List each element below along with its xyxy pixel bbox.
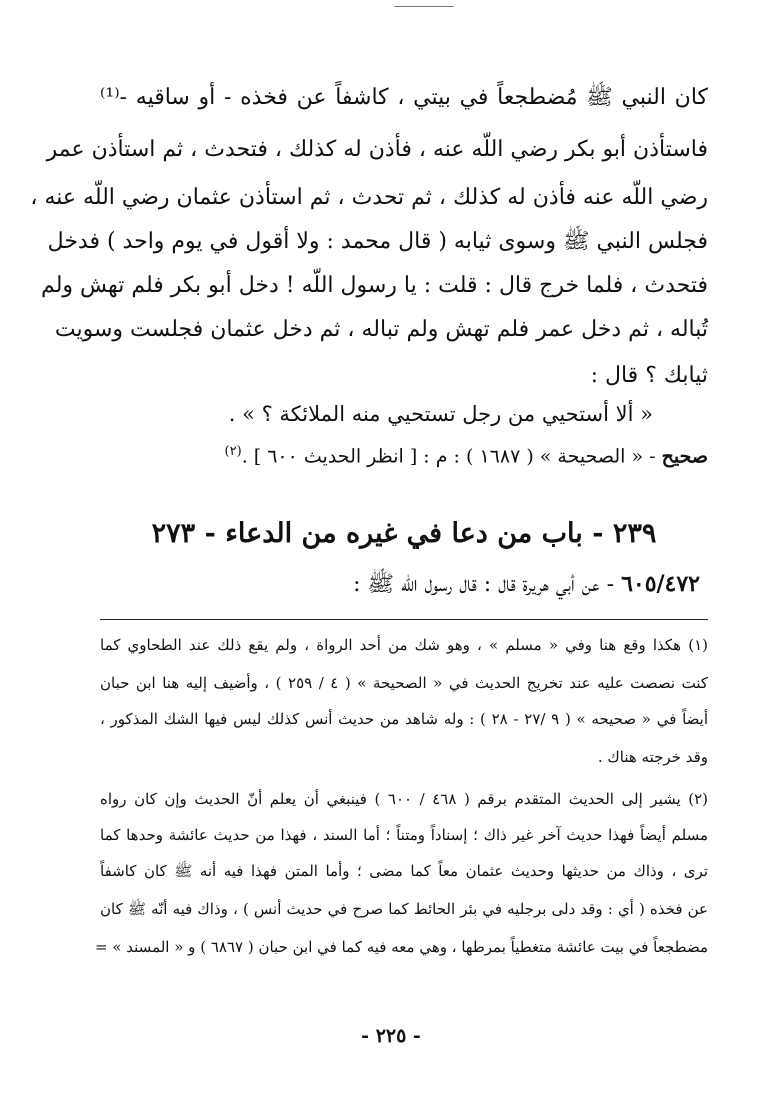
grade-word: صحيح <box>661 445 708 468</box>
top-rule <box>394 6 454 7</box>
hadith-intro <box>353 570 700 602</box>
main-text-line-7: ثيابك ؟ قال : <box>590 363 708 388</box>
footnote-2-line-4: عن فخذه ( أي : وقد دلى برجليه في بئر الحائط كما صرح في حديث أنس ) ، وذاك فيه أنّه ﷺ كان <box>100 900 708 918</box>
footnote-1-line-1: (١) هكذا وقع هنا وفي « مسلم » ، وهو شك من أحد الرواة ، ولم يقع ذلك عند الطحاوي كما <box>100 636 708 654</box>
main-text-line-3: رضي اللّه عنه فأذن له كذلك ، ثم تحدث ، ثم استأذن عثمان رضي اللّه عنه ، <box>30 185 708 210</box>
footnote-1-line-2: كنت نصصت عليه عند تخريج الحديث في « الصحيحة » ( ٤ / ٢٥٩ ) ، وأضيف إليه هنا ابن حبان <box>100 674 708 692</box>
footnote-1-line-4: وقد خرجته هناك . <box>597 748 708 766</box>
footnote-2-line-3: ترى ، وذاك من حديثها وحديث عثمان معاً كما مضى ؛ وأما المتن فهذا فيه أنه ﷺ كان كاشفاً <box>100 862 708 880</box>
hadith-grading <box>225 444 708 467</box>
page-number: - ٢٢٥ - <box>361 1025 421 1047</box>
chapter-title: ٢٣٩ - باب من دعا في غيره من الدعاء - ٢٧٣ <box>151 518 657 549</box>
prophet-quote: « ألا أستحيي من رجل تستحيي منه الملائكة ؟ » . <box>228 402 653 426</box>
main-text-line-2: فاستأذن أبو بكر رضي اللّه عنه ، فأذن له كذلك ، فتحدث ، ثم استأذن عمر <box>46 137 708 162</box>
main-text-line-6: تُباله ، ثم دخل عمر فلم تهش ولم تباله ، ثم دخل عثمان فجلست وسويت <box>54 317 708 342</box>
footnote-2-line-1: (٢) يشير إلى الحديث المتقدم برقم ( ٤٦٨ / ٦٠٠ ) فينبغي أن يعلم أنّ الحديث وإن كان رواه <box>100 790 708 808</box>
footnote-2-line-2: مسلم أيضاً فهذا حديث آخر غير ذاك ؛ إسناداً ومتناً ؛ أما السند ، فهذا من حديث عائشة وحدها كما <box>100 826 708 844</box>
footnote-divider <box>100 619 708 620</box>
footnote-1-line-3: أيضاً في « صحيحه » ( ٩ /٢٧ - ٢٨ ) : وله شاهد من حديث أنس كذلك ليس فيها الشك المذكور ، <box>100 710 709 728</box>
grade-reference: - « الصحيحة » ( ١٦٨٧ ) : م : [ انظر الحديث ٦٠٠ ] . <box>241 445 662 468</box>
footnote-ref-2: (٢) <box>224 444 242 459</box>
footnote-2-line-5: مضطجعاً في بيت عائشة متغطياً بمرطها ، وهي معه فيه كما في ابن حبان ( ٦٨٦٧ ) و « المسند » = <box>95 938 708 956</box>
main-text-line-1: كان النبي ﷺ مُضطجعاً في بيتي ، كاشفاً عن فخذه - أو ساقيه -⁽¹⁾ <box>100 85 708 110</box>
main-text-line-4: فجلس النبي ﷺ وسوى ثيابه ( قال محمد : ولا أقول في يوم واحد ) فدخل <box>47 229 708 254</box>
hadith-number: ٦٠٥/٤٧٢ <box>621 571 700 597</box>
main-text-line-5: فتحدث ، فلما خرج قال : قلت : يا رسول اللّه ! دخل أبو بكر فلم تهش ولم <box>41 273 708 298</box>
hadith-chain: - عن أبي هريرة قال : قال رسول اللّه ﷺ : <box>353 572 622 597</box>
